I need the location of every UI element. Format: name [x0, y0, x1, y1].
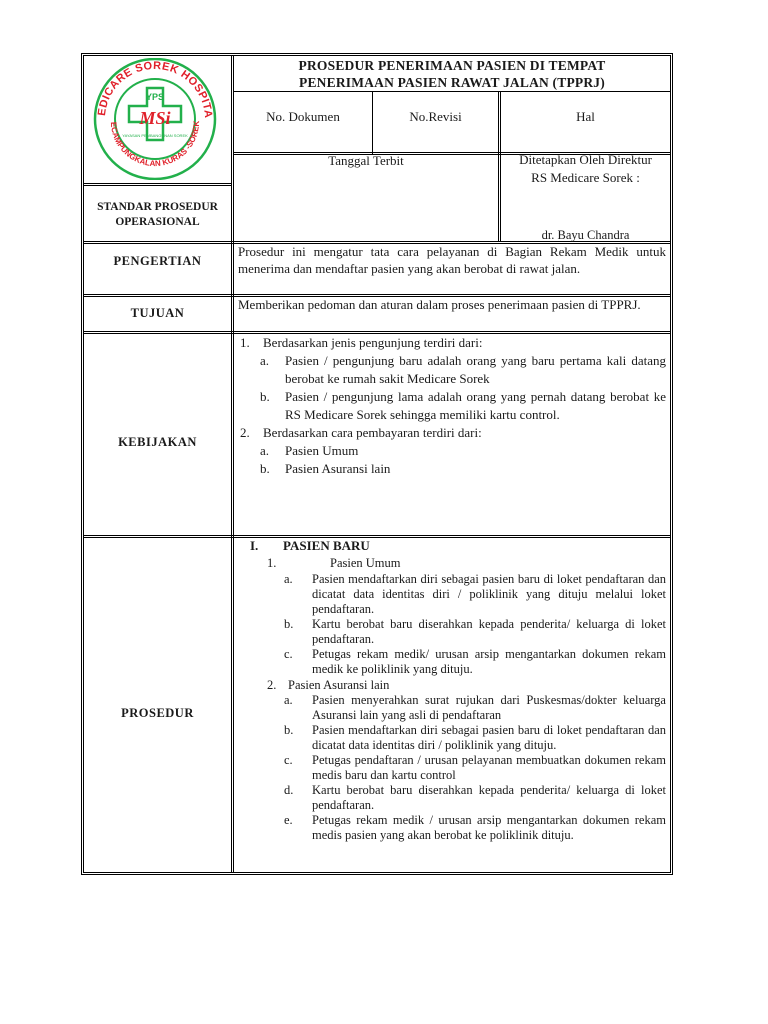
list-text: Pasien / pengunjung lama adalah orang yang pernah datang berobat ke RS Medicare Sorek sehingga memiliki kartu control. — [285, 389, 666, 422]
list-text: Petugas rekam medik/ urusan arsip mengantarkan dokumen rekam medik ke poliklinik yang dituju. — [312, 647, 666, 676]
document-title-line2: PENERIMAAN PASIEN RAWAT JALAN (TPPRJ) — [299, 75, 605, 90]
logo-emblem-icon — [91, 58, 219, 180]
prosedur-g1-item-a — [250, 572, 666, 617]
kebijakan-item-2b — [240, 460, 666, 478]
list-text: Petugas pendaftaran / urusan pelayanan membuatkan dokumen rekam medis baru dan kartu control — [312, 753, 666, 782]
tujuan-text: Memberikan pedoman dan aturan dalam proses penerimaan pasien di TPPRJ. — [238, 297, 641, 312]
list-text: Pasien Umum — [285, 443, 359, 458]
document-title — [234, 57, 670, 91]
list-text: Pasien Asuransi lain — [285, 461, 391, 476]
kebijakan-item-2a — [240, 442, 666, 460]
section-number: I. — [250, 538, 259, 553]
hospital-logo — [91, 58, 219, 180]
group-number: 2. — [267, 678, 277, 692]
list-text: Petugas rekam medik / urusan arsip mengantarkan dokumen rekam medis pasien yang akan berobat ke poliklinik dituju. — [312, 813, 666, 842]
list-letter: a. — [284, 572, 293, 586]
prosedur-group-1-title — [250, 555, 666, 572]
ditetapkan-line1: Ditetapkan Oleh Direktur — [519, 152, 652, 167]
prosedur-g2-item-e — [250, 813, 666, 843]
hal-label: Hal — [576, 109, 595, 124]
kebijakan-item-1b — [240, 388, 666, 424]
prosedur-g1-item-c — [250, 647, 666, 677]
logo-small-text: YAYASAN PEMBANGUNAN SOREK — [122, 133, 188, 138]
list-text: Berdasarkan cara pembayaran terdiri dari: — [263, 425, 482, 440]
prosedur-group-2-title — [250, 677, 666, 693]
list-letter: d. — [284, 783, 294, 797]
list-number: 2. — [240, 425, 250, 440]
no-revisi-label: No.Revisi — [409, 109, 462, 124]
spo-line2: OPERASIONAL — [115, 216, 200, 228]
list-letter: a. — [260, 353, 270, 368]
list-text: Pasien menyerahkan surat rujukan dari Puskesmas/dokter keluarga Asuransi lain yang asli di pendaftaran — [312, 693, 666, 722]
prosedur-g1-item-b — [250, 617, 666, 647]
list-letter: c. — [284, 647, 293, 661]
kebijakan-item-1a — [240, 352, 666, 388]
section-title-text: PASIEN BARU — [283, 538, 370, 553]
list-letter: b. — [284, 723, 294, 737]
list-number: 1. — [240, 335, 250, 350]
prosedur-label: PROSEDUR — [121, 706, 194, 720]
list-letter: a. — [260, 443, 270, 458]
list-letter: b. — [284, 617, 294, 631]
kebijakan-label: KEBIJAKAN — [118, 435, 197, 449]
spo-label — [84, 200, 231, 230]
prosedur-g2-item-d — [250, 783, 666, 813]
list-text: Pasien / pengunjung baru adalah orang yang baru pertama kali datang berobat ke rumah sakit Medicare Sorek — [285, 353, 666, 386]
spo-line1: STANDAR PROSEDUR — [97, 201, 218, 213]
tanggal-terbit-label: Tanggal Terbit — [328, 153, 404, 168]
group-title-text: Pasien Umum — [330, 556, 401, 570]
logo-ring-top-text: EDICARE SOREK HOSPITA — [96, 59, 215, 119]
kebijakan-item-1 — [240, 334, 666, 352]
director-name: dr. Bayu Chandra — [541, 228, 630, 242]
list-text: Pasien mendaftarkan diri sebagai pasien baru di loket pendaftaran dan dicatat data identitas diri / poliklinik yang dituju. — [312, 723, 666, 752]
list-text: Berdasarkan jenis pengunjung terdiri dari: — [263, 335, 483, 350]
tujuan-label: TUJUAN — [130, 306, 185, 320]
group-number: 1. — [267, 556, 277, 570]
ditetapkan-label — [501, 151, 670, 187]
group-title-text: Pasien Asuransi lain — [288, 678, 390, 692]
document-title-line1: PROSEDUR PENERIMAAN PASIEN DI TEMPAT — [298, 58, 606, 73]
logo-ring-bottom-text: ECAMPUNGKALAN KURAS -SOREK — [108, 120, 202, 169]
pengertian-text: Prosedur ini mengatur tata cara pelayanan di Bagian Rekam Medik untuk menerima dan mendaftar pasien yang akan berobat di rawat jalan. — [238, 244, 666, 276]
list-text: Pasien mendaftarkan diri sebagai pasien baru di loket pendaftaran dan dicatat data identitas diri / poliklinik yang dituju melalui loket pendaftaran. — [312, 572, 666, 616]
list-letter: a. — [284, 693, 293, 707]
prosedur-section-title — [250, 538, 666, 554]
no-dokumen-label: No. Dokumen — [266, 109, 340, 124]
logo-monogram-text: MSi — [139, 108, 171, 128]
kebijakan-list — [240, 334, 666, 478]
list-letter: b. — [260, 389, 270, 404]
kebijakan-item-2 — [240, 424, 666, 442]
list-letter: c. — [284, 753, 293, 767]
list-text: Kartu berobat baru diserahkan kepada penderita/ keluarga di loket pendaftaran. — [312, 617, 666, 646]
list-letter: e. — [284, 813, 293, 827]
ditetapkan-line2: RS Medicare Sorek : — [531, 170, 640, 185]
prosedur-content — [250, 538, 666, 843]
list-letter: b. — [260, 461, 270, 476]
list-text: Kartu berobat baru diserahkan kepada penderita/ keluarga di loket pendaftaran. — [312, 783, 666, 812]
pengertian-label: PENGERTIAN — [113, 254, 202, 268]
prosedur-g2-item-c — [250, 753, 666, 783]
logo-yps-text: YPS — [145, 92, 165, 102]
prosedur-g2-item-b — [250, 723, 666, 753]
prosedur-g2-item-a — [250, 693, 666, 723]
